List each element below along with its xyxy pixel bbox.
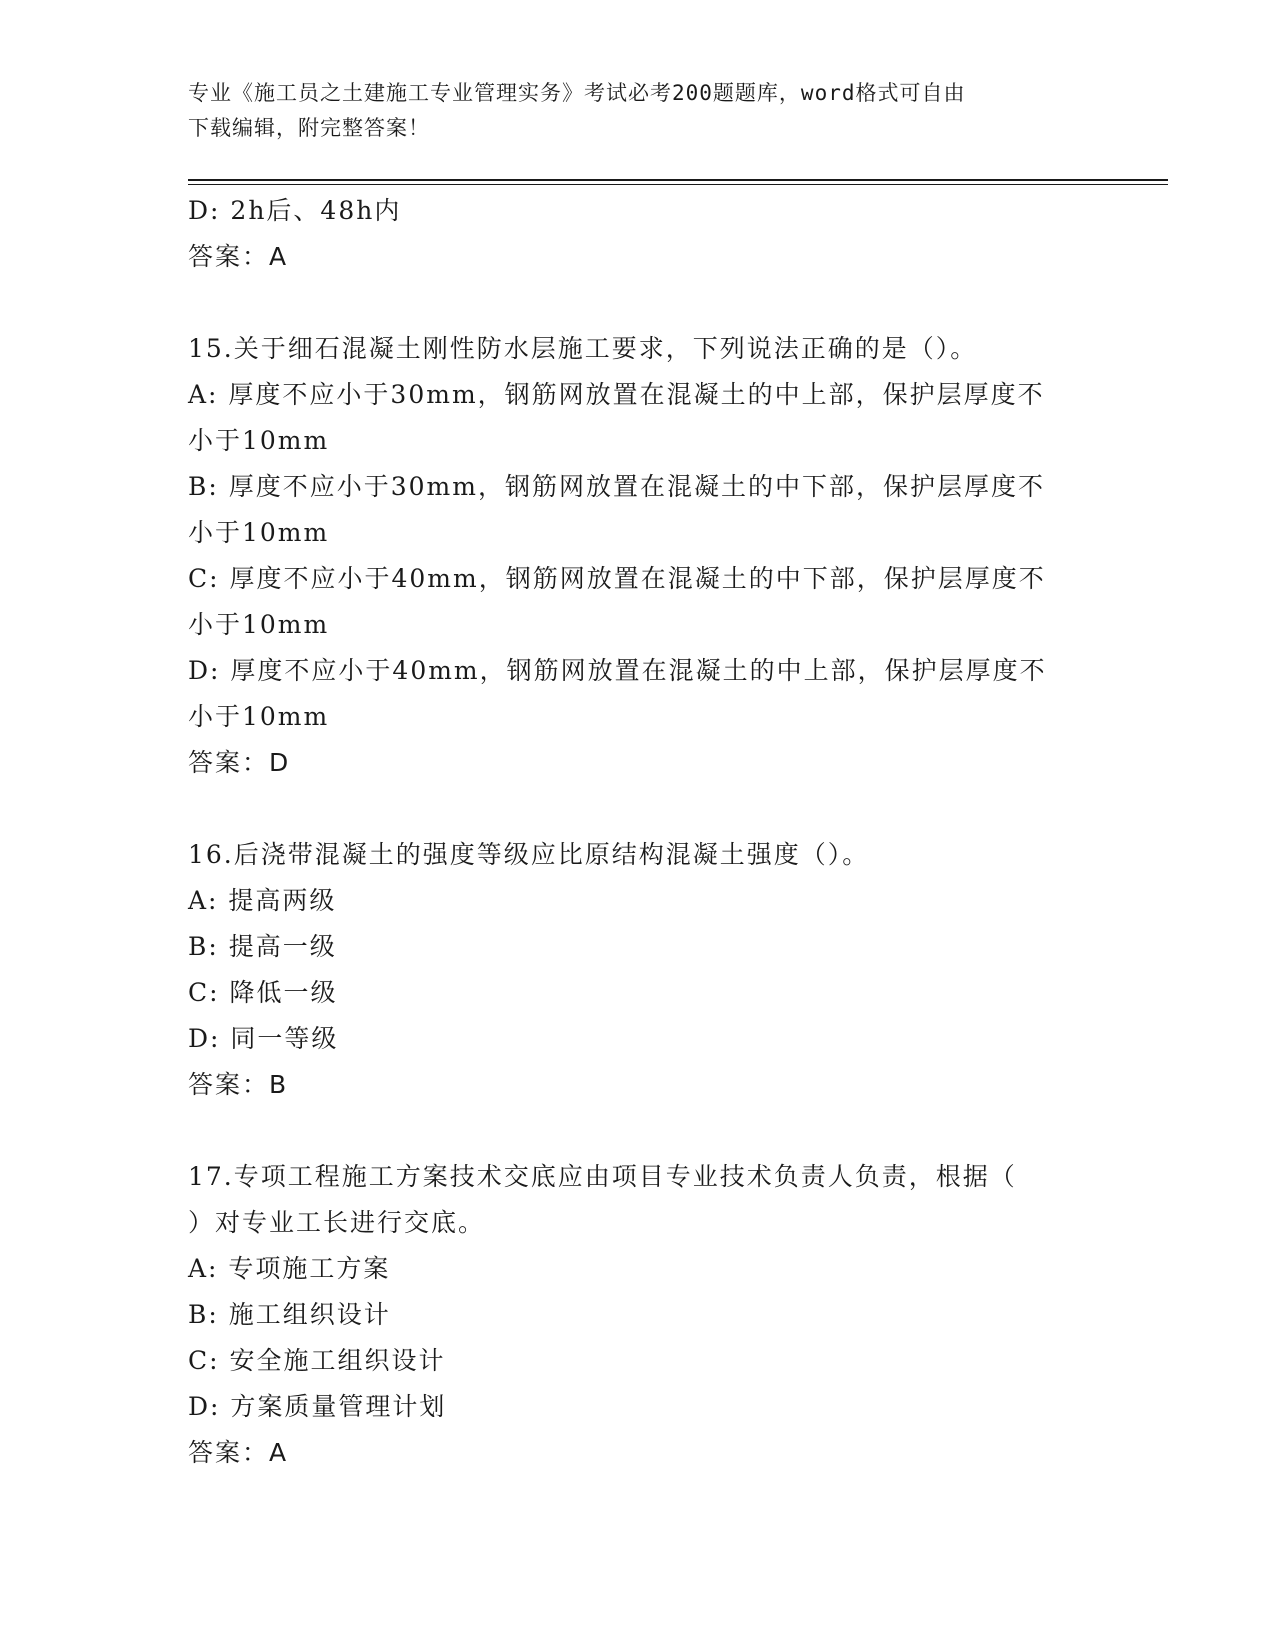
option-b: B: 施工组织设计 [188, 1300, 391, 1329]
header-line-2: 下载编辑，附完整答案！ [188, 116, 430, 140]
answer-line: 答案：A [188, 242, 289, 271]
question-stem: 15.关于细石混凝土刚性防水层施工要求，下列说法正确的是（）。 [188, 334, 978, 363]
header-divider-thin [188, 184, 1168, 185]
option-a: A: 厚度不应小于30mm，钢筋网放置在混凝土的中上部，保护层厚度不 [188, 380, 1045, 409]
header-divider-thick [188, 179, 1168, 181]
question-stem: 16.后浇带混凝土的强度等级应比原结构混凝土强度（）。 [188, 840, 870, 869]
question-15 [188, 326, 1088, 786]
question-16 [188, 832, 1088, 1108]
option-b-continued: 小于10mm [188, 518, 330, 547]
previous-question-tail [188, 188, 1088, 280]
option-a-continued: 小于10mm [188, 426, 330, 455]
option-c: C: 降低一级 [188, 978, 338, 1007]
spacer [188, 1108, 1088, 1154]
option-d-continued: 小于10mm [188, 702, 330, 731]
answer-line: 答案：B [188, 1070, 289, 1099]
question-list [188, 188, 1088, 1476]
answer-line: 答案：A [188, 1438, 289, 1467]
header-line-1: 专业《施工员之土建施工专业管理实务》考试必考200题题库，word格式可自由 [188, 81, 966, 105]
option-b: B: 厚度不应小于30mm，钢筋网放置在混凝土的中下部，保护层厚度不 [188, 472, 1045, 501]
option-d: D: 方案质量管理计划 [188, 1392, 447, 1421]
answer-line: 答案：D [188, 748, 291, 777]
spacer [188, 280, 1088, 326]
option-a: A: 专项施工方案 [188, 1254, 391, 1283]
question-stem-continued: ）对专业工长进行交底。 [188, 1208, 486, 1237]
option-c: C: 厚度不应小于40mm，钢筋网放置在混凝土的中下部，保护层厚度不 [188, 564, 1046, 593]
spacer [188, 786, 1088, 832]
option-d: D: 厚度不应小于40mm，钢筋网放置在混凝土的中上部，保护层厚度不 [188, 656, 1047, 685]
option-d: D: 2h后、48h内 [188, 196, 402, 225]
option-d: D: 同一等级 [188, 1024, 339, 1053]
option-b: B: 提高一级 [188, 932, 337, 961]
option-c-continued: 小于10mm [188, 610, 330, 639]
option-c: C: 安全施工组织设计 [188, 1346, 446, 1375]
option-a: A: 提高两级 [188, 886, 337, 915]
question-stem: 17.专项工程施工方案技术交底应由项目专业技术负责人负责，根据（ [188, 1162, 1017, 1191]
document-header [188, 76, 1088, 146]
question-17 [188, 1154, 1088, 1476]
